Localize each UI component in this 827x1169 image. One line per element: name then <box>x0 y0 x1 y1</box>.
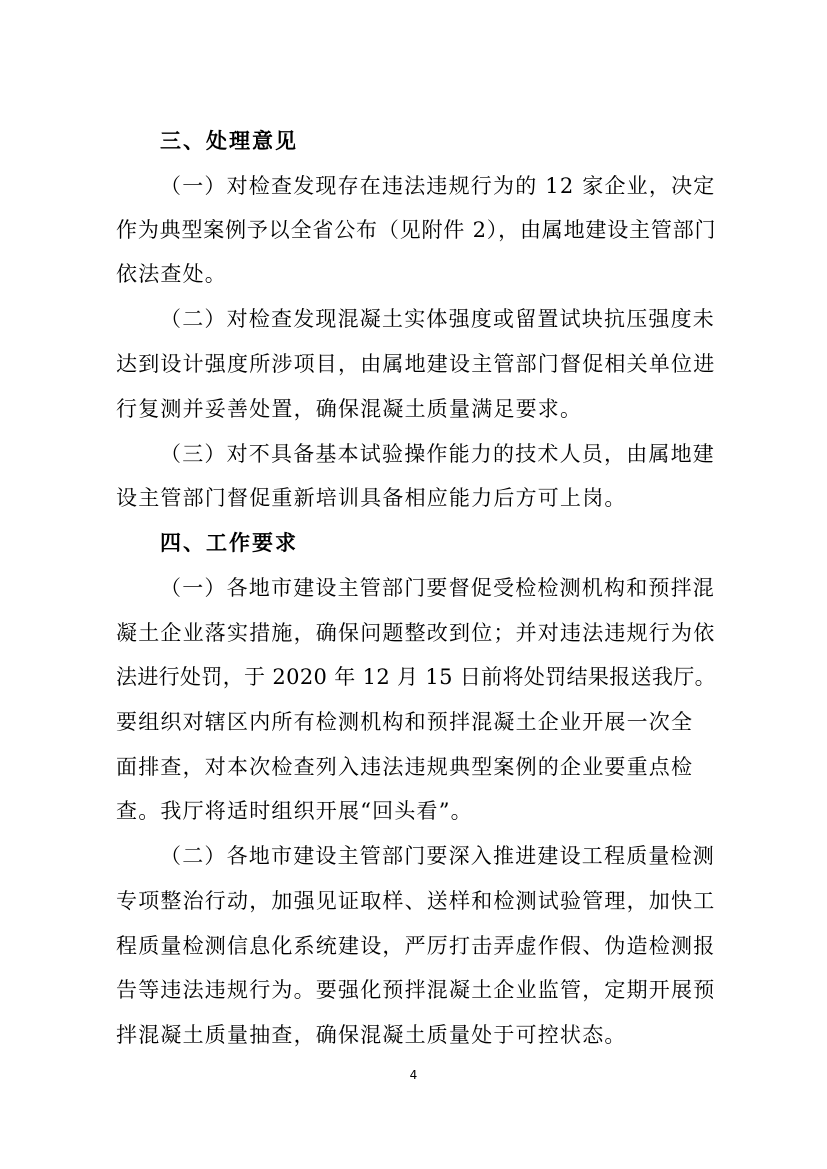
paragraph-line: （二）各地市建设主管部门要深入推进建设工程质量检测 <box>160 844 715 868</box>
paragraph-line: （一）对检查发现存在违法违规行为的 12 家企业，决定 <box>160 174 716 198</box>
paragraph-line: 设主管部门督促重新培训具备相应能力后方可上岗。 <box>116 486 627 510</box>
paragraph-line: 依法查处。 <box>116 262 227 286</box>
paragraph-line: （一）各地市建设主管部门要督促受检检测机构和预拌混 <box>160 576 715 600</box>
paragraph-line: 作为典型案例予以全省公布（见附件 2），由属地建设主管部门 <box>116 218 717 242</box>
page-number: 4 <box>409 1068 418 1082</box>
section-heading-work-requirements: 四、工作要求 <box>160 531 298 555</box>
section-heading-processing: 三、处理意见 <box>160 129 298 153</box>
paragraph-line: 专项整治行动，加强见证取样、送样和检测试验管理，加快工 <box>116 889 716 913</box>
paragraph-line: 行复测并妥善处置，确保混凝土质量满足要求。 <box>116 397 583 421</box>
paragraph-line: 面排查，对本次检查列入违法违规典型案例的企业要重点检 <box>116 755 694 779</box>
paragraph-line: 要组织对辖区内所有检测机构和预拌混凝土企业开展一次全 <box>116 710 694 734</box>
paragraph-line: （二）对检查发现混凝土实体强度或留置试块抗压强度未 <box>160 307 715 331</box>
paragraph-line: 告等违法违规行为。要强化预拌混凝土企业监管，定期开展预 <box>116 978 716 1002</box>
paragraph-line: 凝土企业落实措施，确保问题整改到位；并对违法违规行为依 <box>116 621 716 645</box>
paragraph-line: 拌混凝土质量抽查，确保混凝土质量处于可控状态。 <box>116 1023 627 1047</box>
paragraph-line: 程质量检测信息化系统建设，严厉打击弄虚作假、伪造检测报 <box>116 934 716 958</box>
paragraph-line: （三）对不具备基本试验操作能力的技术人员，由属地建 <box>160 442 715 466</box>
paragraph-line: 法进行处罚，于 2020 年 12 月 15 日前将处罚结果报送我厅。 <box>116 665 716 689</box>
paragraph-line: 查。我厅将适时组织开展“回头看”。 <box>116 799 473 823</box>
paragraph-line: 达到设计强度所涉项目，由属地建设主管部门督促相关单位进 <box>116 352 716 376</box>
